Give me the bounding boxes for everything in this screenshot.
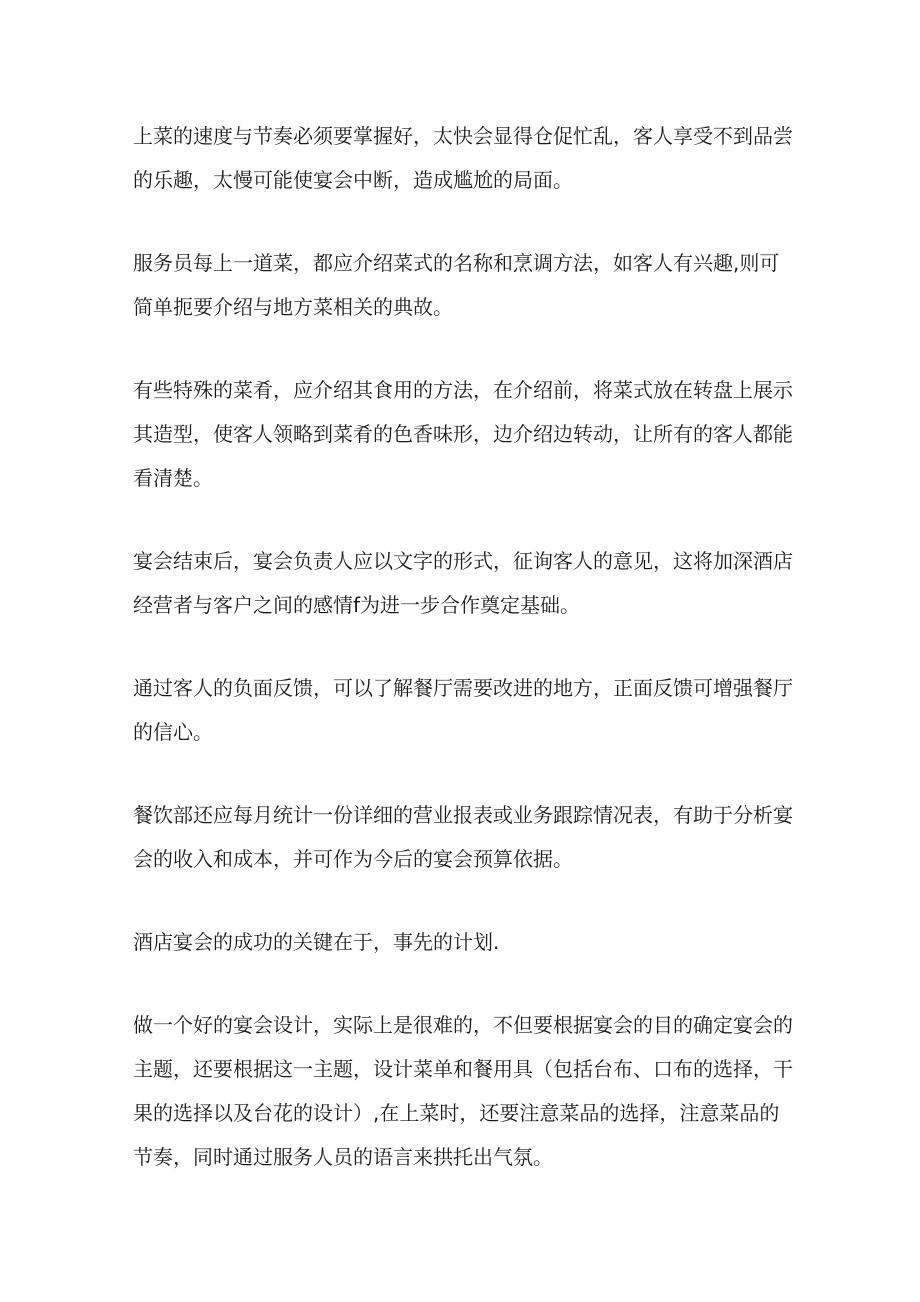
paragraph-key-to-success: 酒店宴会的成功的关键在于，事先的计划. <box>133 930 500 954</box>
paragraph-negative-feedback: 通过客人的负面反馈，可以了解餐厅需要改进的地方，正面反馈可增强餐厅的信心。 <box>133 676 793 744</box>
document-body <box>133 114 793 1218</box>
paragraph-serving-pace: 上菜的速度与节奏必须要掌握好，太快会显得仓促忙乱，客人享受不到品尝的乐趣，太慢可能使宴会中断，造成尴尬的局面。 <box>133 124 793 192</box>
paragraph-monthly-report: 餐饮部还应每月统计一份详细的营业报表或业务跟踪情况表，有助于分析宴会的收入和成本，并可作为今后的宴会预算依据。 <box>133 803 793 871</box>
paragraph-dish-introduction: 服务员每上一道菜，都应介绍菜式的名称和烹调方法，如客人有兴趣,则可简单扼要介绍与地方菜相关的典故。 <box>133 251 780 319</box>
paragraph-banquet-design: 做一个好的宴会设计，实际上是很难的，不但要根据宴会的目的确定宴会的主题，还要根据这一主题，设计菜单和餐用具（包括台布、口布的选择，干果的选择以及台花的设计）,在上菜时，还要注意菜品的选择，注意菜品的节奏，同时通过服务人员的语言来拱托出气氛。 <box>133 1013 793 1169</box>
paragraph-special-dishes: 有些特殊的菜肴，应介绍其食用的方法，在介绍前，将菜式放在转盘上展示其造型，使客人领略到菜肴的色香味形，边介绍边转动，让所有的客人都能看清楚。 <box>133 378 793 490</box>
paragraph-post-banquet-feedback: 宴会结束后，宴会负责人应以文字的形式，征询客人的意见，这将加深酒店经营者与客户之间的感情f为进一步合作奠定基础。 <box>133 549 793 617</box>
